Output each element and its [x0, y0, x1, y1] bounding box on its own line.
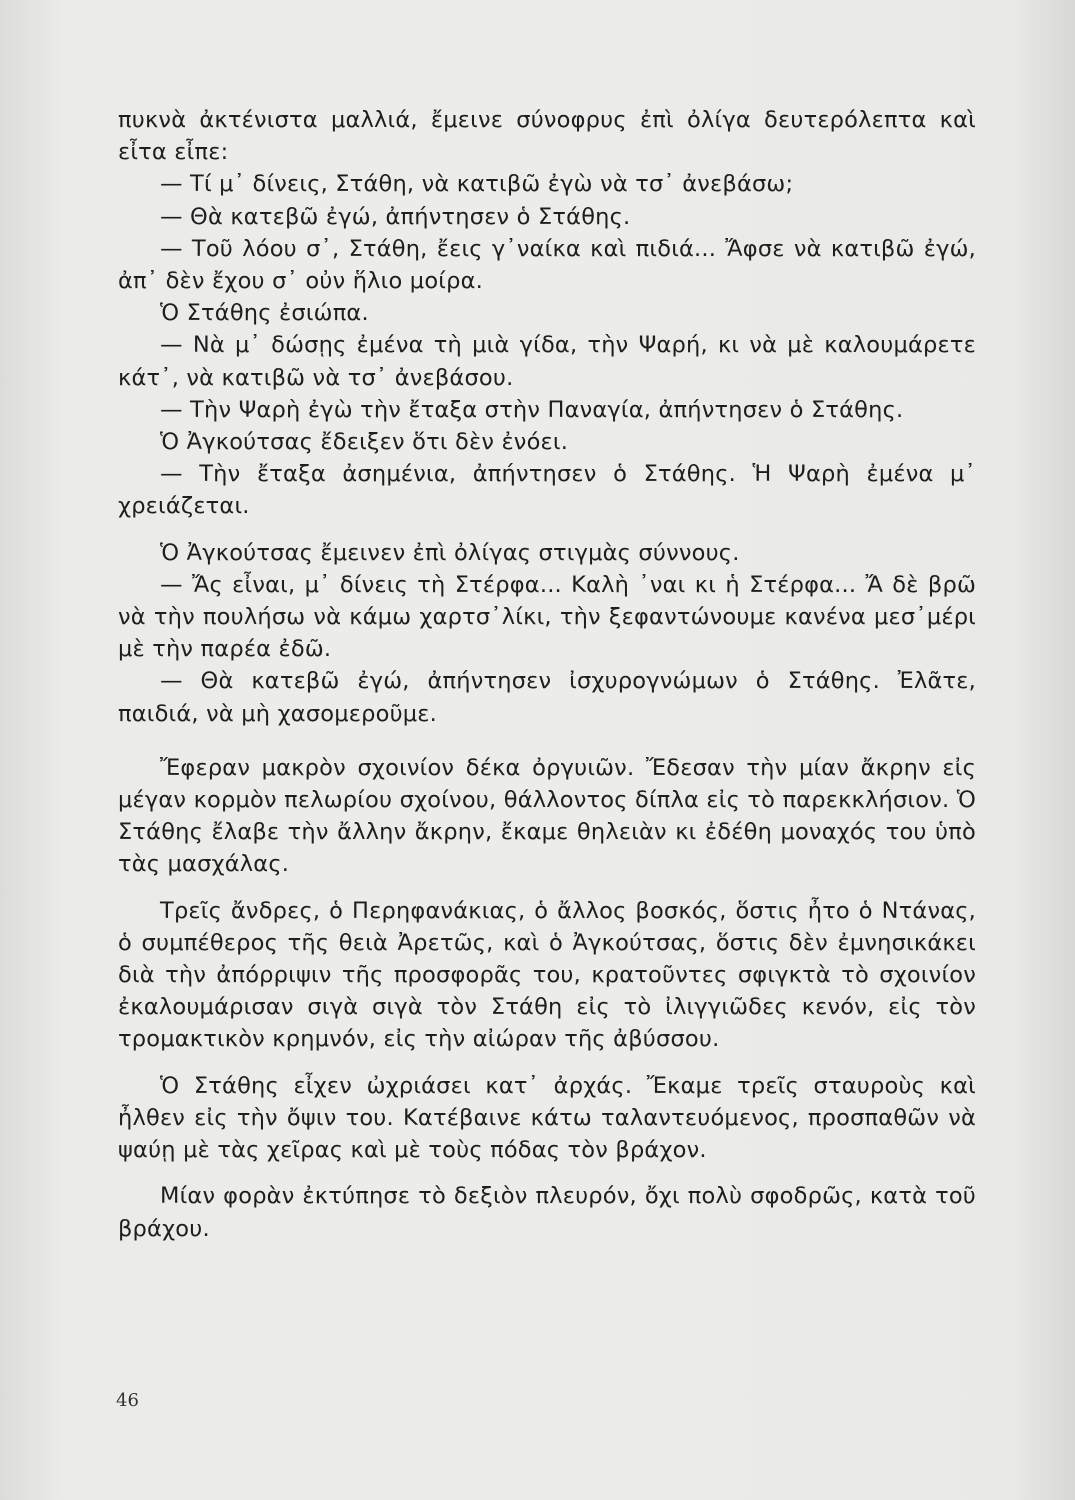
paragraph-1: πυκνὰ ἀκτένιστα μαλλιά, ἔμεινε σύνοφρυς ἐπὶ ὀλίγα δευτερόλεπτα καὶ εἶτα εἶπε: — [118, 107, 976, 166]
paragraph-10: Ὁ Ἀγκούτσας ἔμεινεν ἐπὶ ὀλίγας στιγμὰς σύννους. — [160, 539, 740, 566]
paragraph-14: Τρεῖς ἄνδρες, ὁ Περηφανάκιας, ὁ ἄλλος βοσκός, ὅστις ἦτο ὁ Ντάνας, ὁ συμπέθερος τῆς θειὰ Ἀρετῶς, καὶ ὁ Ἀγκούτσας, ὅστις δὲν ἐμνησικάκει διὰ τὴν ἀπόρριψιν τῆς προσφορᾶς του, κρατοῦντες σφιγκτὰ τὸ σχοινίον ἐκαλουμάρισαν σιγὰ σιγὰ τὸν Στάθη εἰς τὸ ἰλιγγιῶδες κενόν, εἰς τὸν τρομακτικὸν κρημνόν, εἰς τὴν αἰώραν τῆς ἀβύσσου. — [118, 897, 976, 1053]
paragraph-5: Ὁ Στάθης ἐσιώπα. — [160, 300, 369, 327]
paragraph-15: Ὁ Στάθης εἶχεν ὠχριάσει κατ᾽ ἀρχάς. Ἔκαμε τρεῖς σταυροὺς καὶ ἦλθεν εἰς τὴν ὄψιν του. Κατέβαινε κάτω ταλαντευόμενος, προσπαθῶν νὰ ψαύῃ μὲ τὰς χεῖρας καὶ μὲ τοὺς πόδας τὸν βράχον. — [118, 1072, 976, 1164]
paragraph-2: — Τί μ᾽ δίνεις, Στάθη, νὰ κατιβῶ ἐγὼ νὰ τσ᾽ ἀνεβάσω; — [160, 171, 794, 198]
paragraph-4: — Τοῦ λόου σ᾽, Στάθη, ἔεις γ᾽ναίκα καὶ πιδιά... Ἄφσε νὰ κατιβῶ ἐγώ, ἀπ᾽ δὲν ἔχου σ᾽ οὐν ἥλιο μοίρα. — [118, 235, 976, 295]
paragraph-13: Ἔφεραν μακρὸν σχοινίον δέκα ὀργυιῶν. Ἔδεσαν τὴν μίαν ἄκρην εἰς μέγαν κορμὸν πελωρίου σχοίνου, θάλλοντος δίπλα εἰς τὸ παρεκκλήσιον. Ὁ Στάθης ἔλαβε τὴν ἄλλην ἄκρην, ἔκαμε θηλειὰν κι ἐδέθη μοναχός του ὑπὸ τὰς μασχάλας. — [118, 754, 976, 878]
paragraph-6: — Νὰ μ᾽ δώσῃς ἐμένα τὴ μιὰ γίδα, τὴν Ψαρή, κι νὰ μὲ καλουμάρετε κάτ᾽, νὰ κατιβῶ νὰ τσ᾽ ἀνεβάσου. — [118, 332, 976, 391]
paragraph-3: — Θὰ κατεβῶ ἐγώ, ἀπήντησεν ὁ Στάθης. — [160, 203, 631, 230]
body-text — [118, 104, 976, 1245]
paragraph-16: Μίαν φορὰν ἐκτύπησε τὸ δεξιὸν πλευρόν, ὄχι πολὺ σφοδρῶς, κατὰ τοῦ βράχου. — [118, 1183, 976, 1242]
paragraph-12: — Θὰ κατεβῶ ἐγώ, ἀπήντησεν ἰσχυρογνώμων ὁ Στάθης. Ἐλᾶτε, παιδιά, νὰ μὴ χασομεροῦμε. — [118, 668, 976, 727]
paragraph-11: — Ἄς εἶναι, μ᾽ δίνεις τὴ Στέρφα... Καλὴ ᾽ναι κι ἡ Στέρφα... Ἄ δὲ βρῶ νὰ τὴν πουλήσω νὰ κάμω χαρτσ᾽λίκι, τὴν ξεφαντώνουμε κανένα μεσ᾽μέρι μὲ τὴν παρέα ἐδῶ. — [118, 571, 976, 663]
paragraph-8: Ὁ Ἀγκούτσας ἔδειξεν ὅτι δὲν ἐνόει. — [160, 429, 569, 456]
page-number: 46 — [116, 1390, 139, 1411]
paragraph-9: — Τὴν ἔταξα ἀσημένια, ἀπήντησεν ὁ Στάθης. Ἡ Ψαρὴ ἐμένα μ᾽ χρειάζεται. — [118, 461, 976, 520]
paragraph-7: — Τὴν Ψαρὴ ἐγὼ τὴν ἔταξα στὴν Παναγία, ἀπήντησεν ὁ Στάθης. — [160, 396, 904, 423]
